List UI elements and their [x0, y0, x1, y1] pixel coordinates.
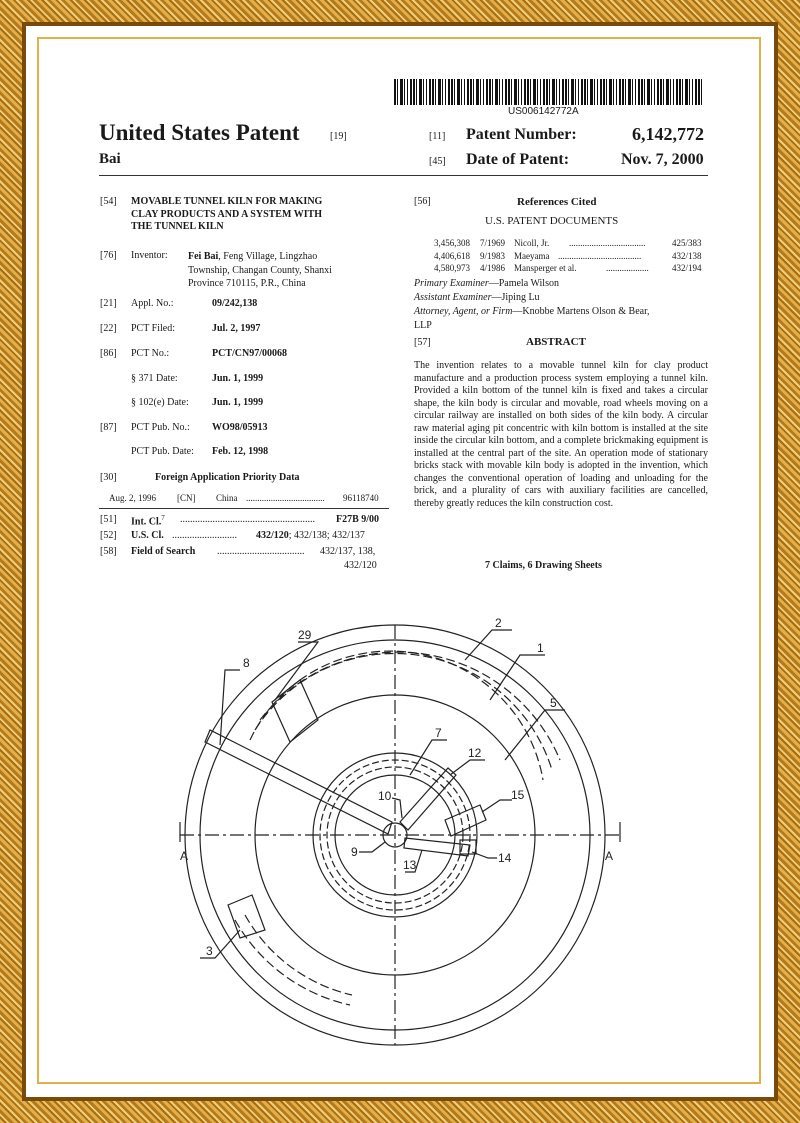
search-value: 432/137, 138, — [320, 546, 376, 557]
uscl-code: [52] — [100, 530, 117, 541]
section-label-right: A — [605, 849, 614, 863]
drawing-label: 12 — [468, 746, 482, 760]
inventor-address-line: Township, Changan County, Shanxi — [188, 264, 332, 276]
reference-dots: ................... — [606, 263, 649, 273]
leader-line — [472, 852, 497, 858]
pub-no-value: WO98/05913 — [212, 422, 268, 433]
title-line: CLAY PRODUCTS AND A SYSTEM WITH — [131, 208, 323, 220]
uscl-label: U.S. Cl. — [131, 530, 164, 541]
leader-line — [482, 800, 512, 812]
drawing-label: 3 — [206, 944, 213, 958]
barcode-number: US006142772A — [508, 106, 579, 117]
s371-value: Jun. 1, 1999 — [212, 373, 264, 384]
primary-examiner-label: Primary Examiner — [414, 278, 489, 289]
appl-value: 09/242,138 — [212, 298, 258, 309]
reference-class: 425/383 — [672, 238, 702, 248]
assistant-examiner-label: Assistant Examiner — [414, 292, 492, 303]
pct-filed-value: Jul. 2, 1997 — [212, 323, 261, 334]
pct-filed-code: [22] — [100, 323, 117, 334]
abstract-heading: ABSTRACT — [526, 336, 586, 348]
reference-dots: ..................................... — [558, 250, 642, 261]
refs-code: [56] — [414, 196, 431, 207]
patent-office-title: United States Patent — [99, 120, 300, 145]
patent-date-label: Date of Patent: — [466, 151, 570, 168]
search-value: 432/120 — [344, 560, 377, 571]
drawing-label: 2 — [495, 616, 502, 630]
claims-summary: 7 Claims, 6 Drawing Sheets — [485, 560, 602, 571]
inventor-name: Fei Bai — [188, 251, 219, 262]
pub-date-label: PCT Pub. Date: — [131, 446, 194, 457]
primary-examiner-name: —Pamela Wilson — [488, 278, 559, 289]
pct-no-value: PCT/CN97/00068 — [212, 348, 287, 359]
refs-heading: References Cited — [517, 196, 597, 208]
drawing-label: 7 — [435, 726, 442, 740]
drawing-label: 10 — [378, 789, 392, 803]
patent-number-value: 6,142,772 — [632, 124, 704, 144]
reference-number: 4,406,618 — [434, 250, 470, 261]
title-field-code: [54] — [100, 196, 117, 207]
intcl-dots: ...................................................... — [180, 514, 315, 525]
reference-date: 4/1986 — [480, 263, 506, 273]
abstract-code: [57] — [414, 337, 431, 348]
reference-name: Maeyama — [514, 250, 550, 261]
leader-line — [450, 760, 485, 775]
reference-number: 4,580,973 — [434, 263, 470, 273]
patent-number-label: Patent Number: — [466, 126, 577, 143]
inventor-label: Inventor: — [131, 250, 168, 261]
inventor-code: [76] — [100, 250, 117, 261]
leader-line — [490, 655, 545, 700]
inventor-surname: Bai — [99, 151, 121, 167]
reference-class: 432/138 — [672, 250, 702, 261]
pub-no-code: [87] — [100, 422, 117, 433]
leader-line — [392, 798, 402, 818]
drawing-label: 1 — [537, 641, 544, 655]
title-line: MOVABLE TUNNEL KILN FOR MAKING — [131, 196, 323, 207]
priority-cc: [CN] — [177, 493, 196, 503]
section-label-left: A — [180, 849, 189, 863]
leader-line — [275, 642, 318, 700]
uscl-dots: .......................... — [172, 530, 237, 541]
conveyor-arm — [400, 768, 456, 830]
reference-number: 3,456,308 — [434, 238, 470, 248]
search-label: Field of Search — [131, 546, 196, 557]
reference-dots: .................................. — [569, 238, 646, 248]
intcl-sup: 7 — [161, 514, 165, 522]
patent-date-code: [45] — [429, 156, 446, 167]
conveyor-arm — [205, 730, 392, 834]
uscl-secondary: ; 432/138; 432/137 — [288, 530, 365, 541]
patent-number-code: [11] — [429, 131, 446, 142]
priority-dots: ................................... — [246, 493, 325, 503]
attorney-name: —Knobbe Martens Olson & Bear, — [512, 306, 650, 317]
priority-date: Aug. 2, 1996 — [109, 493, 156, 503]
leader-line — [220, 670, 240, 745]
reference-date: 7/1969 — [480, 238, 506, 248]
s102-value: Jun. 1, 1999 — [212, 397, 264, 408]
search-code: [58] — [100, 546, 117, 557]
drawing-label: 9 — [351, 845, 358, 859]
drawing-label: 8 — [243, 656, 250, 670]
inventor-address-line: , Feng Village, Lingzhao — [218, 251, 318, 262]
kiln-car-box — [272, 680, 318, 742]
attorney-name-cont: LLP — [414, 320, 432, 331]
priority-number: 96118740 — [343, 493, 379, 503]
search-dots: ................................... — [217, 546, 305, 557]
pub-no-label: PCT Pub. No.: — [131, 422, 190, 433]
s102-label: § 102(e) Date: — [131, 397, 189, 408]
intcl-code: [51] — [100, 514, 117, 525]
appl-code: [21] — [100, 298, 117, 309]
appl-label: Appl. No.: — [131, 298, 174, 309]
pct-no-code: [86] — [100, 348, 117, 359]
drawing-label: 14 — [498, 851, 512, 865]
priority-heading: Foreign Application Priority Data — [155, 472, 300, 483]
priority-code: [30] — [100, 472, 117, 483]
drawing-label: 13 — [403, 858, 417, 872]
patent-date-value: Nov. 7, 2000 — [621, 151, 704, 168]
drawing-label: 5 — [550, 696, 557, 710]
reference-name: Nicoll, Jr. — [514, 238, 550, 248]
abstract-text: The invention relates to a movable tunnel kiln for clay product manufacture and a production process system employing a tunnel kiln. Provided a kiln bottom of the tunnel kiln is fixed and takes a circular shape, the kiln body is circular and movable, road wheels moving on a circular railway are installed on both sides of the kiln body. A circular raw material aging pit concentric with kiln bottom is installed at the site inside the circular kiln bottom, and a complete brickmaking equipment is installed at the central part of the site. An operation mode of stationary bricks stack with movable kiln body is adopted in the invention, which changes the conventional operation of loading and unloading for the brick, and a plurality of cars with auxiliary facilities are cancelled, thereby greatly reduces the kiln construction cost. — [414, 360, 708, 509]
brick-stack-dashes — [235, 920, 350, 1005]
drawing-label: 29 — [298, 628, 312, 642]
pct-no-label: PCT No.: — [131, 348, 170, 359]
drawing-label: 15 — [511, 788, 525, 802]
leader-line — [359, 842, 385, 852]
reference-class: 432/194 — [672, 263, 702, 273]
priority-country: China — [216, 493, 238, 503]
pct-filed-label: PCT Filed: — [131, 323, 175, 334]
reference-name: Mansperger et al. — [514, 263, 577, 273]
assistant-examiner-name: —Jiping Lu — [491, 292, 540, 303]
intcl-value: F27B 9/00 — [336, 514, 380, 525]
attorney-label: Attorney, Agent, or Firm — [414, 306, 513, 317]
inventor-address-line: Province 710115, P.R., China — [188, 278, 306, 289]
title-code: [19] — [330, 131, 347, 142]
s371-label: § 371 Date: — [131, 373, 178, 384]
intcl-label: Int. Cl. — [131, 516, 162, 528]
pub-date-value: Feb. 12, 1998 — [212, 446, 269, 457]
uscl-primary: 432/120 — [256, 530, 289, 541]
title-line: THE TUNNEL KILN — [131, 221, 224, 232]
refs-subheading: U.S. PATENT DOCUMENTS — [485, 215, 619, 227]
reference-date: 9/1983 — [480, 250, 506, 261]
